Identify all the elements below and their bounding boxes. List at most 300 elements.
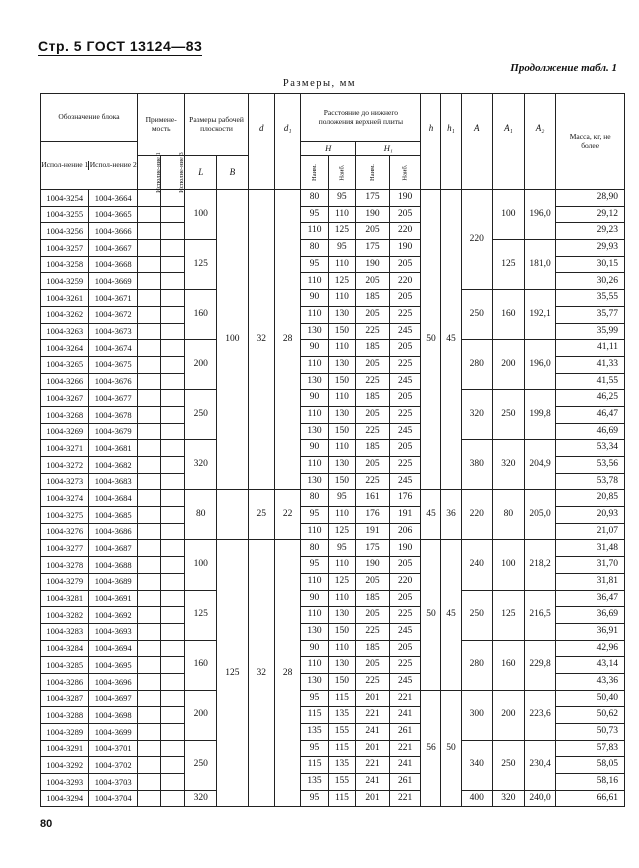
- cell-a1: 125: [493, 240, 525, 290]
- cell-designation-1: 1004-3293: [41, 774, 89, 791]
- cell-mass: 43,14: [556, 657, 625, 674]
- cell-designation-2: 1004-3704: [89, 790, 137, 807]
- cell-h1-max: 225: [389, 657, 421, 674]
- cell-h-min: 135: [301, 774, 328, 791]
- cell-designation-2: 1004-3677: [89, 390, 137, 407]
- cell-h-max: 125: [328, 223, 355, 240]
- cell-h1-max: 261: [389, 774, 421, 791]
- cell-d: 32: [248, 190, 274, 490]
- cell-a: 280: [461, 640, 493, 690]
- cell-mass: 29,23: [556, 223, 625, 240]
- cell-h1-max: 205: [389, 440, 421, 457]
- cell-h1: 50: [441, 690, 461, 807]
- cell-h1-min: 225: [356, 623, 390, 640]
- header-H1-min: Наим.: [356, 156, 390, 190]
- table-row: [41, 490, 625, 507]
- cell-l: 100: [185, 190, 217, 240]
- cell-a: 380: [461, 440, 493, 490]
- cell-mass: 35,77: [556, 306, 625, 323]
- cell-h1-min: 190: [356, 256, 390, 273]
- cell-h1-max: 221: [389, 740, 421, 757]
- cell-mass: 46,25: [556, 390, 625, 407]
- cell-h1-min: 185: [356, 440, 390, 457]
- cell-l: 80: [185, 490, 217, 540]
- cell-designation-2: 1004-3672: [89, 306, 137, 323]
- cell-h1: 36: [441, 490, 461, 540]
- cell-h1-min: 175: [356, 540, 390, 557]
- cell-designation-1: 1004-3272: [41, 457, 89, 474]
- cell-h-max: 150: [328, 623, 355, 640]
- cell-h1-min: 205: [356, 223, 390, 240]
- cell-mass: 29,93: [556, 240, 625, 257]
- cell-a2: 204,9: [524, 440, 556, 490]
- cell-designation-1: 1004-3287: [41, 690, 89, 707]
- header-H1-max: Наиб.: [389, 156, 421, 190]
- cell-h-max: 155: [328, 724, 355, 741]
- cell-h: 56: [421, 690, 441, 807]
- cell-mass: 53,78: [556, 473, 625, 490]
- cell-application-3: [161, 323, 185, 340]
- cell-designation-1: 1004-3292: [41, 757, 89, 774]
- cell-h1-max: 206: [389, 523, 421, 540]
- cell-application-1: [137, 590, 160, 607]
- cell-d: 25: [248, 490, 274, 540]
- cell-designation-1: 1004-3278: [41, 557, 89, 574]
- cell-application-3: [161, 573, 185, 590]
- cell-h1-max: 190: [389, 240, 421, 257]
- cell-mass: 41,33: [556, 356, 625, 373]
- cell-h-min: 90: [301, 590, 328, 607]
- cell-h1-max: 220: [389, 223, 421, 240]
- cell-a2: 181,0: [524, 240, 556, 290]
- cell-h1-min: 201: [356, 790, 390, 807]
- cell-h-max: 110: [328, 557, 355, 574]
- header-B: B: [217, 156, 249, 190]
- cell-h-min: 95: [301, 740, 328, 757]
- cell-h-max: 110: [328, 507, 355, 524]
- cell-mass: 35,55: [556, 290, 625, 307]
- cell-application-3: [161, 457, 185, 474]
- cell-mass: 58,05: [556, 757, 625, 774]
- cell-application-3: [161, 623, 185, 640]
- header-h: h: [421, 94, 441, 190]
- cell-a1: 100: [493, 540, 525, 590]
- cell-application-1: [137, 640, 160, 657]
- cell-mass: 50,40: [556, 690, 625, 707]
- cell-h1-max: 191: [389, 507, 421, 524]
- cell-h-max: 130: [328, 306, 355, 323]
- cell-application-3: [161, 774, 185, 791]
- cell-h1-min: 161: [356, 490, 390, 507]
- cell-h1-max: 245: [389, 623, 421, 640]
- cell-a1: 80: [493, 490, 525, 540]
- cell-application-1: [137, 523, 160, 540]
- cell-h-max: 115: [328, 740, 355, 757]
- cell-designation-2: 1004-3676: [89, 373, 137, 390]
- cell-application-3: [161, 440, 185, 457]
- cell-application-1: [137, 356, 160, 373]
- cell-application-3: [161, 523, 185, 540]
- cell-designation-1: 1004-3291: [41, 740, 89, 757]
- cell-application-1: [137, 757, 160, 774]
- cell-designation-1: 1004-3289: [41, 724, 89, 741]
- cell-application-3: [161, 473, 185, 490]
- cell-designation-1: 1004-3262: [41, 306, 89, 323]
- cell-h-max: 130: [328, 356, 355, 373]
- cell-designation-2: 1004-3698: [89, 707, 137, 724]
- cell-designation-2: 1004-3684: [89, 490, 137, 507]
- cell-h1-max: 225: [389, 457, 421, 474]
- cell-designation-2: 1004-3671: [89, 290, 137, 307]
- cell-h1-max: 261: [389, 724, 421, 741]
- cell-h-max: 110: [328, 340, 355, 357]
- cell-designation-2: 1004-3668: [89, 256, 137, 273]
- cell-h1-max: 205: [389, 290, 421, 307]
- cell-h-min: 90: [301, 440, 328, 457]
- cell-a: 320: [461, 390, 493, 440]
- table-row: [41, 590, 625, 607]
- cell-h-min: 115: [301, 707, 328, 724]
- cell-a: 280: [461, 340, 493, 390]
- dimensions-table: [40, 93, 625, 807]
- cell-mass: 46,69: [556, 423, 625, 440]
- cell-mass: 21,07: [556, 523, 625, 540]
- cell-a2: 216,5: [524, 590, 556, 640]
- cell-mass: 57,83: [556, 740, 625, 757]
- cell-mass: 42,96: [556, 640, 625, 657]
- cell-mass: 36,47: [556, 590, 625, 607]
- cell-h1-max: 225: [389, 607, 421, 624]
- cell-designation-1: 1004-3294: [41, 790, 89, 807]
- cell-h-max: 110: [328, 590, 355, 607]
- cell-a: 400: [461, 790, 493, 807]
- cell-application-3: [161, 206, 185, 223]
- cell-h1: 45: [441, 190, 461, 490]
- cell-h1-max: 245: [389, 373, 421, 390]
- cell-h1-max: 205: [389, 340, 421, 357]
- cell-a1: 320: [493, 790, 525, 807]
- cell-h-min: 110: [301, 573, 328, 590]
- header-H-max: Наиб.: [328, 156, 355, 190]
- cell-h1-min: 225: [356, 473, 390, 490]
- cell-l: 200: [185, 340, 217, 390]
- cell-h-min: 135: [301, 724, 328, 741]
- header-L: L: [185, 156, 217, 190]
- cell-h1-max: 241: [389, 757, 421, 774]
- cell-h1-min: 205: [356, 273, 390, 290]
- cell-a2: 223,6: [524, 690, 556, 740]
- cell-designation-1: 1004-3286: [41, 673, 89, 690]
- cell-mass: 41,55: [556, 373, 625, 390]
- cell-mass: 29,12: [556, 206, 625, 223]
- cell-h1-max: 221: [389, 690, 421, 707]
- cell-h1-min: 175: [356, 240, 390, 257]
- cell-designation-1: 1004-3267: [41, 390, 89, 407]
- cell-application-1: [137, 206, 160, 223]
- cell-a: 240: [461, 540, 493, 590]
- cell-h-min: 80: [301, 190, 328, 207]
- cell-application-3: [161, 507, 185, 524]
- header-H-min: Наим.: [301, 156, 328, 190]
- cell-designation-2: 1004-3685: [89, 507, 137, 524]
- cell-designation-2: 1004-3691: [89, 590, 137, 607]
- cell-application-3: [161, 390, 185, 407]
- cell-h-min: 80: [301, 490, 328, 507]
- cell-a1: 160: [493, 640, 525, 690]
- cell-a1: 250: [493, 740, 525, 790]
- cell-h-min: 110: [301, 523, 328, 540]
- cell-mass: 36,69: [556, 607, 625, 624]
- cell-h-min: 90: [301, 290, 328, 307]
- cell-b: 100: [217, 190, 249, 490]
- cell-h1-min: 241: [356, 724, 390, 741]
- cell-h1-max: 205: [389, 557, 421, 574]
- cell-application-3: [161, 223, 185, 240]
- cell-designation-2: 1004-3689: [89, 573, 137, 590]
- cell-designation-1: 1004-3271: [41, 440, 89, 457]
- header-mass: Масса, кг, не более: [556, 94, 625, 190]
- cell-application-3: [161, 707, 185, 724]
- cell-designation-1: 1004-3257: [41, 240, 89, 257]
- header-A: A: [461, 94, 493, 190]
- cell-h1-min: 225: [356, 423, 390, 440]
- cell-h1-max: 245: [389, 423, 421, 440]
- table-row: [41, 540, 625, 557]
- cell-h1-max: 190: [389, 190, 421, 207]
- cell-designation-1: 1004-3258: [41, 256, 89, 273]
- cell-h-max: 110: [328, 390, 355, 407]
- table-row: [41, 790, 625, 807]
- cell-h1-max: 205: [389, 206, 421, 223]
- cell-h1-min: 185: [356, 340, 390, 357]
- cell-h-min: 130: [301, 673, 328, 690]
- cell-h1-min: 176: [356, 507, 390, 524]
- cell-application-3: [161, 673, 185, 690]
- cell-l: 160: [185, 290, 217, 340]
- cell-designation-1: 1004-3261: [41, 290, 89, 307]
- cell-b: [217, 490, 249, 540]
- cell-h-max: 110: [328, 206, 355, 223]
- cell-b: 125: [217, 540, 249, 807]
- cell-h1-min: 205: [356, 657, 390, 674]
- cell-mass: 35,99: [556, 323, 625, 340]
- header-app-3: Исполне-ние 3: [161, 156, 185, 190]
- cell-h1-max: 205: [389, 640, 421, 657]
- table-continuation-note: Продолжение табл. 1: [510, 62, 617, 74]
- cell-application-3: [161, 724, 185, 741]
- cell-mass: 30,15: [556, 256, 625, 273]
- cell-h1-min: 205: [356, 457, 390, 474]
- cell-application-1: [137, 690, 160, 707]
- page-title: Стр. 5 ГОСТ 13124—83: [38, 38, 203, 54]
- cell-designation-2: 1004-3688: [89, 557, 137, 574]
- cell-mass: 50,73: [556, 724, 625, 741]
- cell-application-3: [161, 306, 185, 323]
- cell-h-max: 95: [328, 490, 355, 507]
- cell-h1-min: 221: [356, 707, 390, 724]
- cell-mass: 20,93: [556, 507, 625, 524]
- cell-a: 250: [461, 290, 493, 340]
- cell-h-max: 135: [328, 707, 355, 724]
- cell-application-1: [137, 673, 160, 690]
- header-H1: H₁: [356, 142, 421, 156]
- cell-application-1: [137, 623, 160, 640]
- cell-l: 320: [185, 440, 217, 490]
- cell-h-min: 115: [301, 757, 328, 774]
- cell-h1-max: 245: [389, 323, 421, 340]
- cell-a2: 230,4: [524, 740, 556, 790]
- header-d1: d₁: [274, 94, 300, 190]
- cell-designation-1: 1004-3276: [41, 523, 89, 540]
- cell-h1-min: 185: [356, 290, 390, 307]
- header-variant-1: Испол-нение 1: [41, 160, 89, 170]
- cell-application-3: [161, 406, 185, 423]
- cell-a1: 250: [493, 390, 525, 440]
- cell-application-3: [161, 373, 185, 390]
- header-designation: Обозначение блока: [41, 94, 138, 142]
- header-h1: h₁: [441, 94, 461, 190]
- cell-application-3: [161, 740, 185, 757]
- cell-application-3: [161, 356, 185, 373]
- cell-application-1: [137, 223, 160, 240]
- cell-application-1: [137, 540, 160, 557]
- header-app-1: Исполне-ние 1: [137, 156, 160, 190]
- cell-application-1: [137, 473, 160, 490]
- cell-mass: 50,62: [556, 707, 625, 724]
- cell-h-min: 110: [301, 306, 328, 323]
- cell-h1-max: 190: [389, 540, 421, 557]
- cell-mass: 31,48: [556, 540, 625, 557]
- cell-designation-1: 1004-3285: [41, 657, 89, 674]
- cell-designation-2: 1004-3683: [89, 473, 137, 490]
- cell-a1: 100: [493, 190, 525, 240]
- cell-application-1: [137, 290, 160, 307]
- cell-application-1: [137, 273, 160, 290]
- cell-application-3: [161, 490, 185, 507]
- cell-l: 125: [185, 240, 217, 290]
- cell-h1-min: 205: [356, 607, 390, 624]
- cell-h1-min: 190: [356, 557, 390, 574]
- cell-designation-2: 1004-3675: [89, 356, 137, 373]
- cell-a1: 200: [493, 340, 525, 390]
- cell-h-min: 80: [301, 540, 328, 557]
- cell-designation-1: 1004-3263: [41, 323, 89, 340]
- cell-h-min: 95: [301, 507, 328, 524]
- cell-designation-1: 1004-3255: [41, 206, 89, 223]
- cell-h1-min: 225: [356, 673, 390, 690]
- cell-h-min: 110: [301, 356, 328, 373]
- cell-application-3: [161, 240, 185, 257]
- cell-h-min: 130: [301, 423, 328, 440]
- cell-application-1: [137, 306, 160, 323]
- cell-h-max: 150: [328, 473, 355, 490]
- cell-l: 250: [185, 740, 217, 790]
- cell-l: 125: [185, 590, 217, 640]
- cell-application-3: [161, 273, 185, 290]
- cell-h-min: 110: [301, 457, 328, 474]
- cell-h-min: 80: [301, 240, 328, 257]
- cell-designation-1: 1004-3266: [41, 373, 89, 390]
- cell-h-max: 130: [328, 657, 355, 674]
- cell-h1-min: 205: [356, 406, 390, 423]
- cell-l: 160: [185, 640, 217, 690]
- cell-designation-1: 1004-3277: [41, 540, 89, 557]
- cell-a2: 205,0: [524, 490, 556, 540]
- cell-a2: 196,0: [524, 340, 556, 390]
- cell-application-1: [137, 657, 160, 674]
- cell-application-3: [161, 340, 185, 357]
- header-A1: A₁: [493, 94, 525, 190]
- cell-h-max: 95: [328, 540, 355, 557]
- cell-mass: 53,34: [556, 440, 625, 457]
- cell-h1-min: 241: [356, 774, 390, 791]
- cell-h-min: 110: [301, 657, 328, 674]
- cell-application-3: [161, 557, 185, 574]
- cell-application-1: [137, 557, 160, 574]
- header-variant-2: Испол-нение 2: [89, 160, 137, 170]
- table-row: [41, 340, 625, 357]
- cell-designation-1: 1004-3283: [41, 623, 89, 640]
- table-row: [41, 740, 625, 757]
- cell-a2: 192,1: [524, 290, 556, 340]
- cell-application-3: [161, 256, 185, 273]
- cell-application-3: [161, 757, 185, 774]
- cell-designation-1: 1004-3288: [41, 707, 89, 724]
- header-application: Примене-мость: [137, 94, 184, 156]
- cell-h1-max: 225: [389, 356, 421, 373]
- cell-designation-2: 1004-3682: [89, 457, 137, 474]
- cell-h-min: 130: [301, 623, 328, 640]
- cell-designation-2: 1004-3665: [89, 206, 137, 223]
- cell-h1-min: 185: [356, 640, 390, 657]
- cell-l: 250: [185, 390, 217, 440]
- cell-h-max: 95: [328, 190, 355, 207]
- cell-h1-max: 221: [389, 790, 421, 807]
- cell-h1-max: 205: [389, 256, 421, 273]
- cell-designation-2: 1004-3694: [89, 640, 137, 657]
- cell-designation-2: 1004-3678: [89, 406, 137, 423]
- cell-h1-max: 205: [389, 590, 421, 607]
- cell-h1-min: 201: [356, 690, 390, 707]
- cell-h1-min: 225: [356, 373, 390, 390]
- cell-l: 200: [185, 690, 217, 740]
- cell-designation-1: 1004-3259: [41, 273, 89, 290]
- cell-h-min: 90: [301, 390, 328, 407]
- cell-h1-min: 201: [356, 740, 390, 757]
- cell-application-3: [161, 790, 185, 807]
- cell-d: 32: [248, 540, 274, 807]
- cell-designation-1: 1004-3269: [41, 423, 89, 440]
- cell-h1-max: 225: [389, 306, 421, 323]
- cell-h-min: 130: [301, 473, 328, 490]
- cell-h1: 45: [441, 540, 461, 690]
- cell-application-1: [137, 790, 160, 807]
- cell-h-min: 110: [301, 273, 328, 290]
- cell-mass: 30,26: [556, 273, 625, 290]
- header-variants: [41, 142, 138, 190]
- cell-h-min: 90: [301, 340, 328, 357]
- table-row: [41, 690, 625, 707]
- cell-application-1: [137, 707, 160, 724]
- cell-a: 340: [461, 740, 493, 790]
- header-work-surface: Размеры рабочей плоскости: [185, 94, 248, 156]
- cell-application-3: [161, 657, 185, 674]
- cell-designation-2: 1004-3667: [89, 240, 137, 257]
- cell-h-min: 95: [301, 256, 328, 273]
- cell-h-max: 125: [328, 273, 355, 290]
- cell-designation-2: 1004-3696: [89, 673, 137, 690]
- cell-h: 50: [421, 190, 441, 490]
